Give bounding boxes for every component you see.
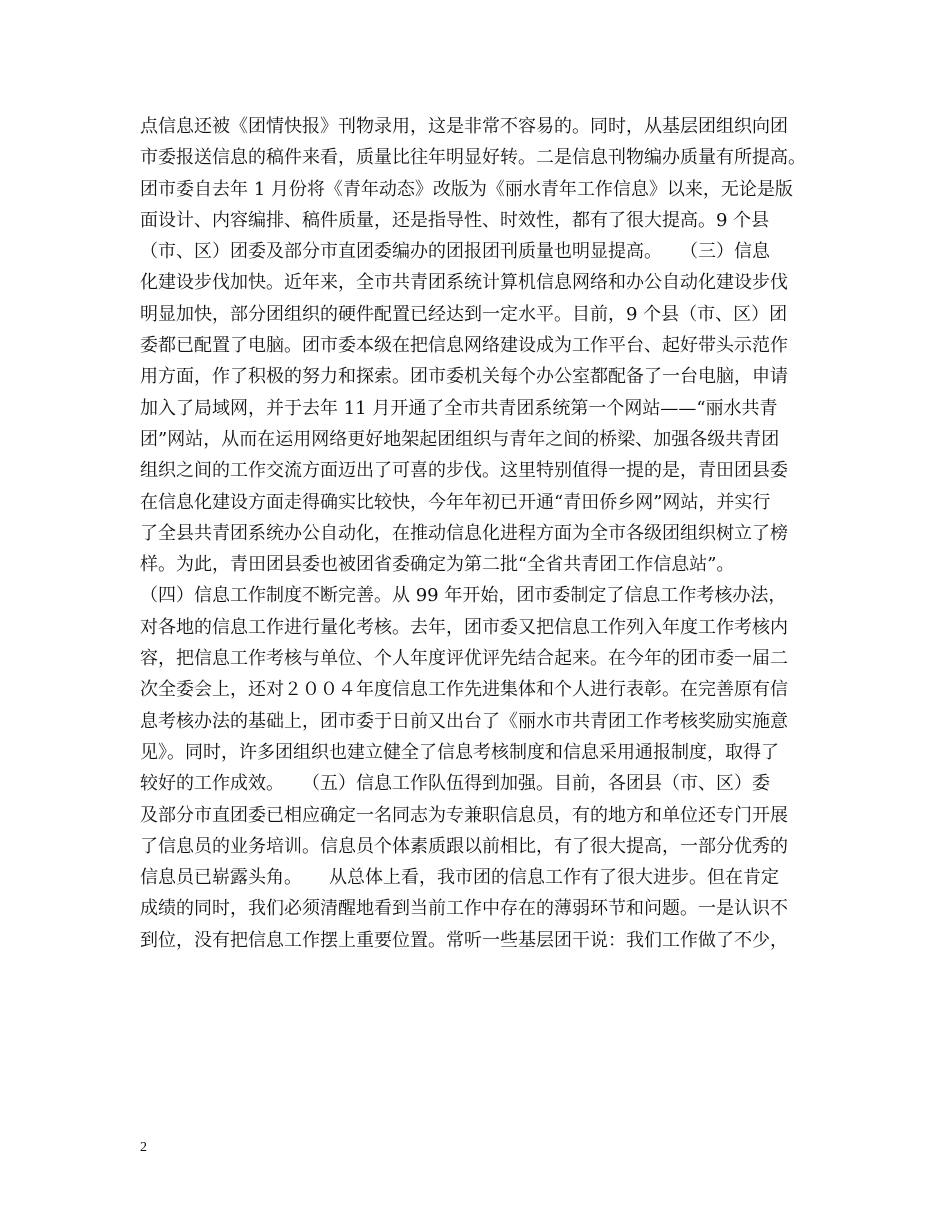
page-number: 2 — [140, 1140, 147, 1155]
text-line-10: 加入了局域网，并于去年 11 月开通了全市共青团系统第一个网站——“丽水共青 — [140, 397, 778, 419]
text-line-19: 次全委会上，还对２００４年度信息工作先进集体和个人进行表彰。在完善原有信 — [140, 679, 788, 701]
text-line-18: 容，把信息工作考核与单位、个人年度评优评先结合起来。在今年的团市委一届二 — [140, 648, 788, 670]
text-line-21: 见》。同时，许多团组织也建立健全了信息考核制度和信息采用通报制度，取得了 — [140, 741, 779, 763]
text-line-1: 点信息还被《团情快报》刊物录用，这是非常不容易的。同时，从基层团组织向团 — [140, 116, 788, 137]
text-line-24: 了信息员的业务培训。信息员个体素质跟以前相比，有了很大提高，一部分优秀的 — [140, 835, 788, 857]
text-line-5: （市、区）团委及部分市直团委编办的团报团刊质量也明显提高。 （三）信息 — [140, 241, 770, 263]
text-line-8: 委都已配置了电脑。团市委本级在把信息网络建设成为工作平台、起好带头示范作 — [140, 335, 788, 357]
text-line-15: 样。为此，青田团县委也被团省委确定为第二批“全省共青团工作信息站”。 — [140, 554, 735, 576]
text-line-11: 团”网站，从而在运用网络更好地架起团组织与青年之间的桥梁、加强各级共青团 — [140, 428, 780, 450]
text-line-9: 用方面，作了积极的努力和探索。团市委机关每个办公室都配备了一台电脑，申请 — [140, 366, 788, 388]
text-line-25: 信息员已崭露头角。 从总体上看，我市团的信息工作有了很大进步。但在肯定 — [140, 867, 779, 889]
body-text — [140, 111, 830, 956]
text-line-13: 在信息化建设方面走得确实比较快，今年年初已开通“青田侨乡网”网站，并实行 — [140, 491, 771, 513]
text-line-27: 到位，没有把信息工作摆上重要位置。常听一些基层团干说：我们工作做了不少， — [140, 929, 788, 951]
text-line-6: 化建设步伐加快。近年来，全市共青团系统计算机信息网络和办公自动化建设步伐 — [140, 272, 788, 294]
text-line-12: 组织之间的工作交流方面迈出了可喜的步伐。这里特别值得一提的是，青田团县委 — [140, 460, 788, 482]
text-line-3: 团市委自去年 1 月份将《青年动态》改版为《丽水青年工作信息》以来，无论是版 — [140, 178, 793, 200]
text-line-17: 对各地的信息工作进行量化考核。去年，团市委又把信息工作列入年度工作考核内 — [140, 616, 788, 638]
text-line-14: 了全县共青团系统办公自动化，在推动信息化进程方面为全市各级团组织树立了榜 — [140, 522, 788, 544]
text-line-7: 明显加快，部分团组织的硬件配置已经达到一定水平。目前，9 个县（市、区）团 — [140, 303, 788, 325]
text-line-20: 息考核办法的基础上，团市委于日前又出台了《丽水市共青团工作考核奖励实施意 — [140, 710, 788, 732]
text-line-22: 较好的工作成效。 （五）信息工作队伍得到加强。目前，各团县（市、区）委 — [140, 773, 770, 795]
text-line-23: 及部分市直团委已相应确定一名同志为专兼职信息员，有的地方和单位还专门开展 — [140, 804, 788, 826]
text-line-2: 市委报送信息的稿件来看，质量比往年明显好转。二是信息刊物编办质量有所提高。 — [140, 147, 806, 169]
text-line-16: （四）信息工作制度不断完善。从 99 年开始，团市委制定了信息工作考核办法， — [140, 585, 787, 607]
text-line-26: 成绩的同时，我们必须清醒地看到当前工作中存在的薄弱环节和问题。一是认识不 — [140, 898, 788, 920]
text-line-4: 面设计、内容编排、稿件质量，还是指导性、时效性，都有了很大提高。9 个县 — [140, 209, 770, 231]
